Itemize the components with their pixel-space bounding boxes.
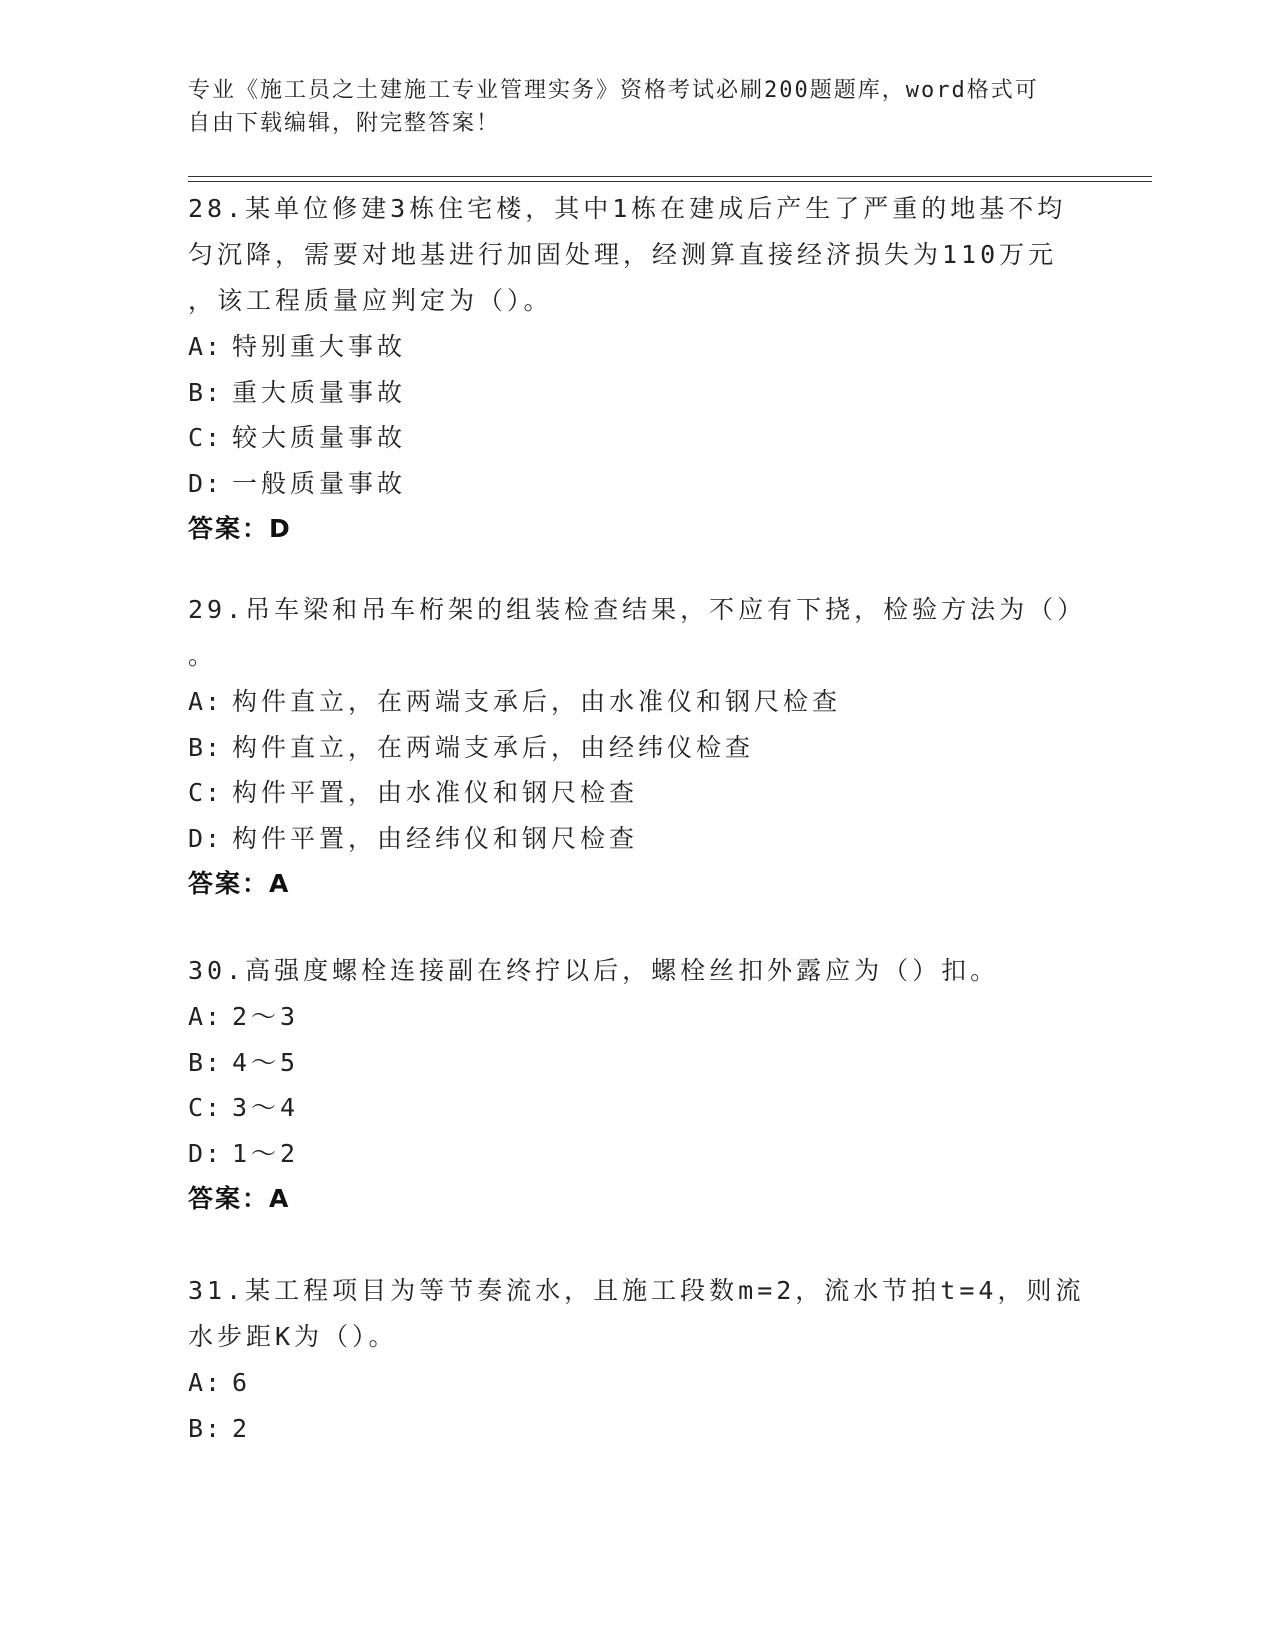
option-text: 4～5 [232,1047,300,1077]
header-line-1: 专业《施工员之土建施工专业管理实务》资格考试必刷200题题库，word格式可 [188,78,1039,103]
option-text: 特别重大事故 [232,332,407,361]
option-text: 2 [232,1413,252,1443]
option-a [188,1360,1088,1406]
option-text: 3～4 [232,1093,300,1122]
option-b [188,370,1088,416]
option-a [188,679,1088,725]
option-key: C: [188,1093,223,1122]
option-d [188,816,1088,862]
question-31 [188,1268,1088,1451]
question-stem: 29.吊车梁和吊车桁架的组装检查结果，不应有下挠，检验方法为（） 。 [188,595,1087,670]
option-text: 重大质量事故 [232,377,407,407]
option-key: A: [188,687,223,716]
header-divider-bottom [188,181,1152,182]
option-b [188,1040,1088,1086]
option-key: C: [188,423,223,452]
option-key: A: [188,1368,223,1397]
option-text: 一般质量事故 [232,468,407,498]
option-b [188,1406,1088,1452]
option-key: D: [188,468,223,498]
option-d [188,1131,1088,1177]
header-divider-top [188,176,1152,177]
question-stem: 28.某单位修建3栋住宅楼，其中1栋在建成后产生了严重的地基不均 匀沉降，需要对地基进行加固处理，经测算直接经济损失为110万元 ，该工程质量应判定为（）。 [188,194,1067,315]
answer-line: 答案：A [188,1184,291,1213]
option-text: 6 [232,1368,252,1397]
document-header [188,74,1088,140]
option-key: A: [188,1002,223,1031]
question-stem: 31.某工程项目为等节奏流水，且施工段数m=2，流水节拍t=4，则流 水步距K为（）。 [188,1276,1085,1351]
option-text: 2～3 [232,1002,300,1031]
option-key: B: [188,377,223,407]
option-d [188,461,1088,507]
option-text: 构件直立，在两端支承后，由经纬仪检查 [232,732,755,762]
option-text: 构件直立，在两端支承后，由水准仪和钢尺检查 [232,687,842,716]
option-key: B: [188,1047,223,1077]
option-key: B: [188,1413,223,1443]
option-a [188,994,1088,1040]
option-b [188,725,1088,771]
option-key: A: [188,332,223,361]
option-text: 构件平置，由水准仪和钢尺检查 [232,778,639,807]
question-29 [188,587,1088,907]
option-c [188,415,1088,461]
option-text: 1～2 [232,1138,300,1168]
option-key: B: [188,732,223,762]
option-a [188,324,1088,370]
option-key: D: [188,1138,223,1168]
option-c [188,1085,1088,1131]
option-c [188,770,1088,816]
option-text: 构件平置，由经纬仪和钢尺检查 [232,823,639,853]
option-key: D: [188,823,223,853]
question-28 [188,186,1088,552]
header-line-2: 自由下载编辑，附完整答案！ [188,111,501,136]
option-key: C: [188,778,223,807]
answer-line: 答案：D [188,514,292,543]
question-stem: 30.高强度螺栓连接副在终拧以后，螺栓丝扣外露应为（）扣。 [188,956,1000,985]
question-30 [188,948,1088,1222]
answer-line: 答案：A [188,869,291,898]
option-text: 较大质量事故 [232,423,407,452]
